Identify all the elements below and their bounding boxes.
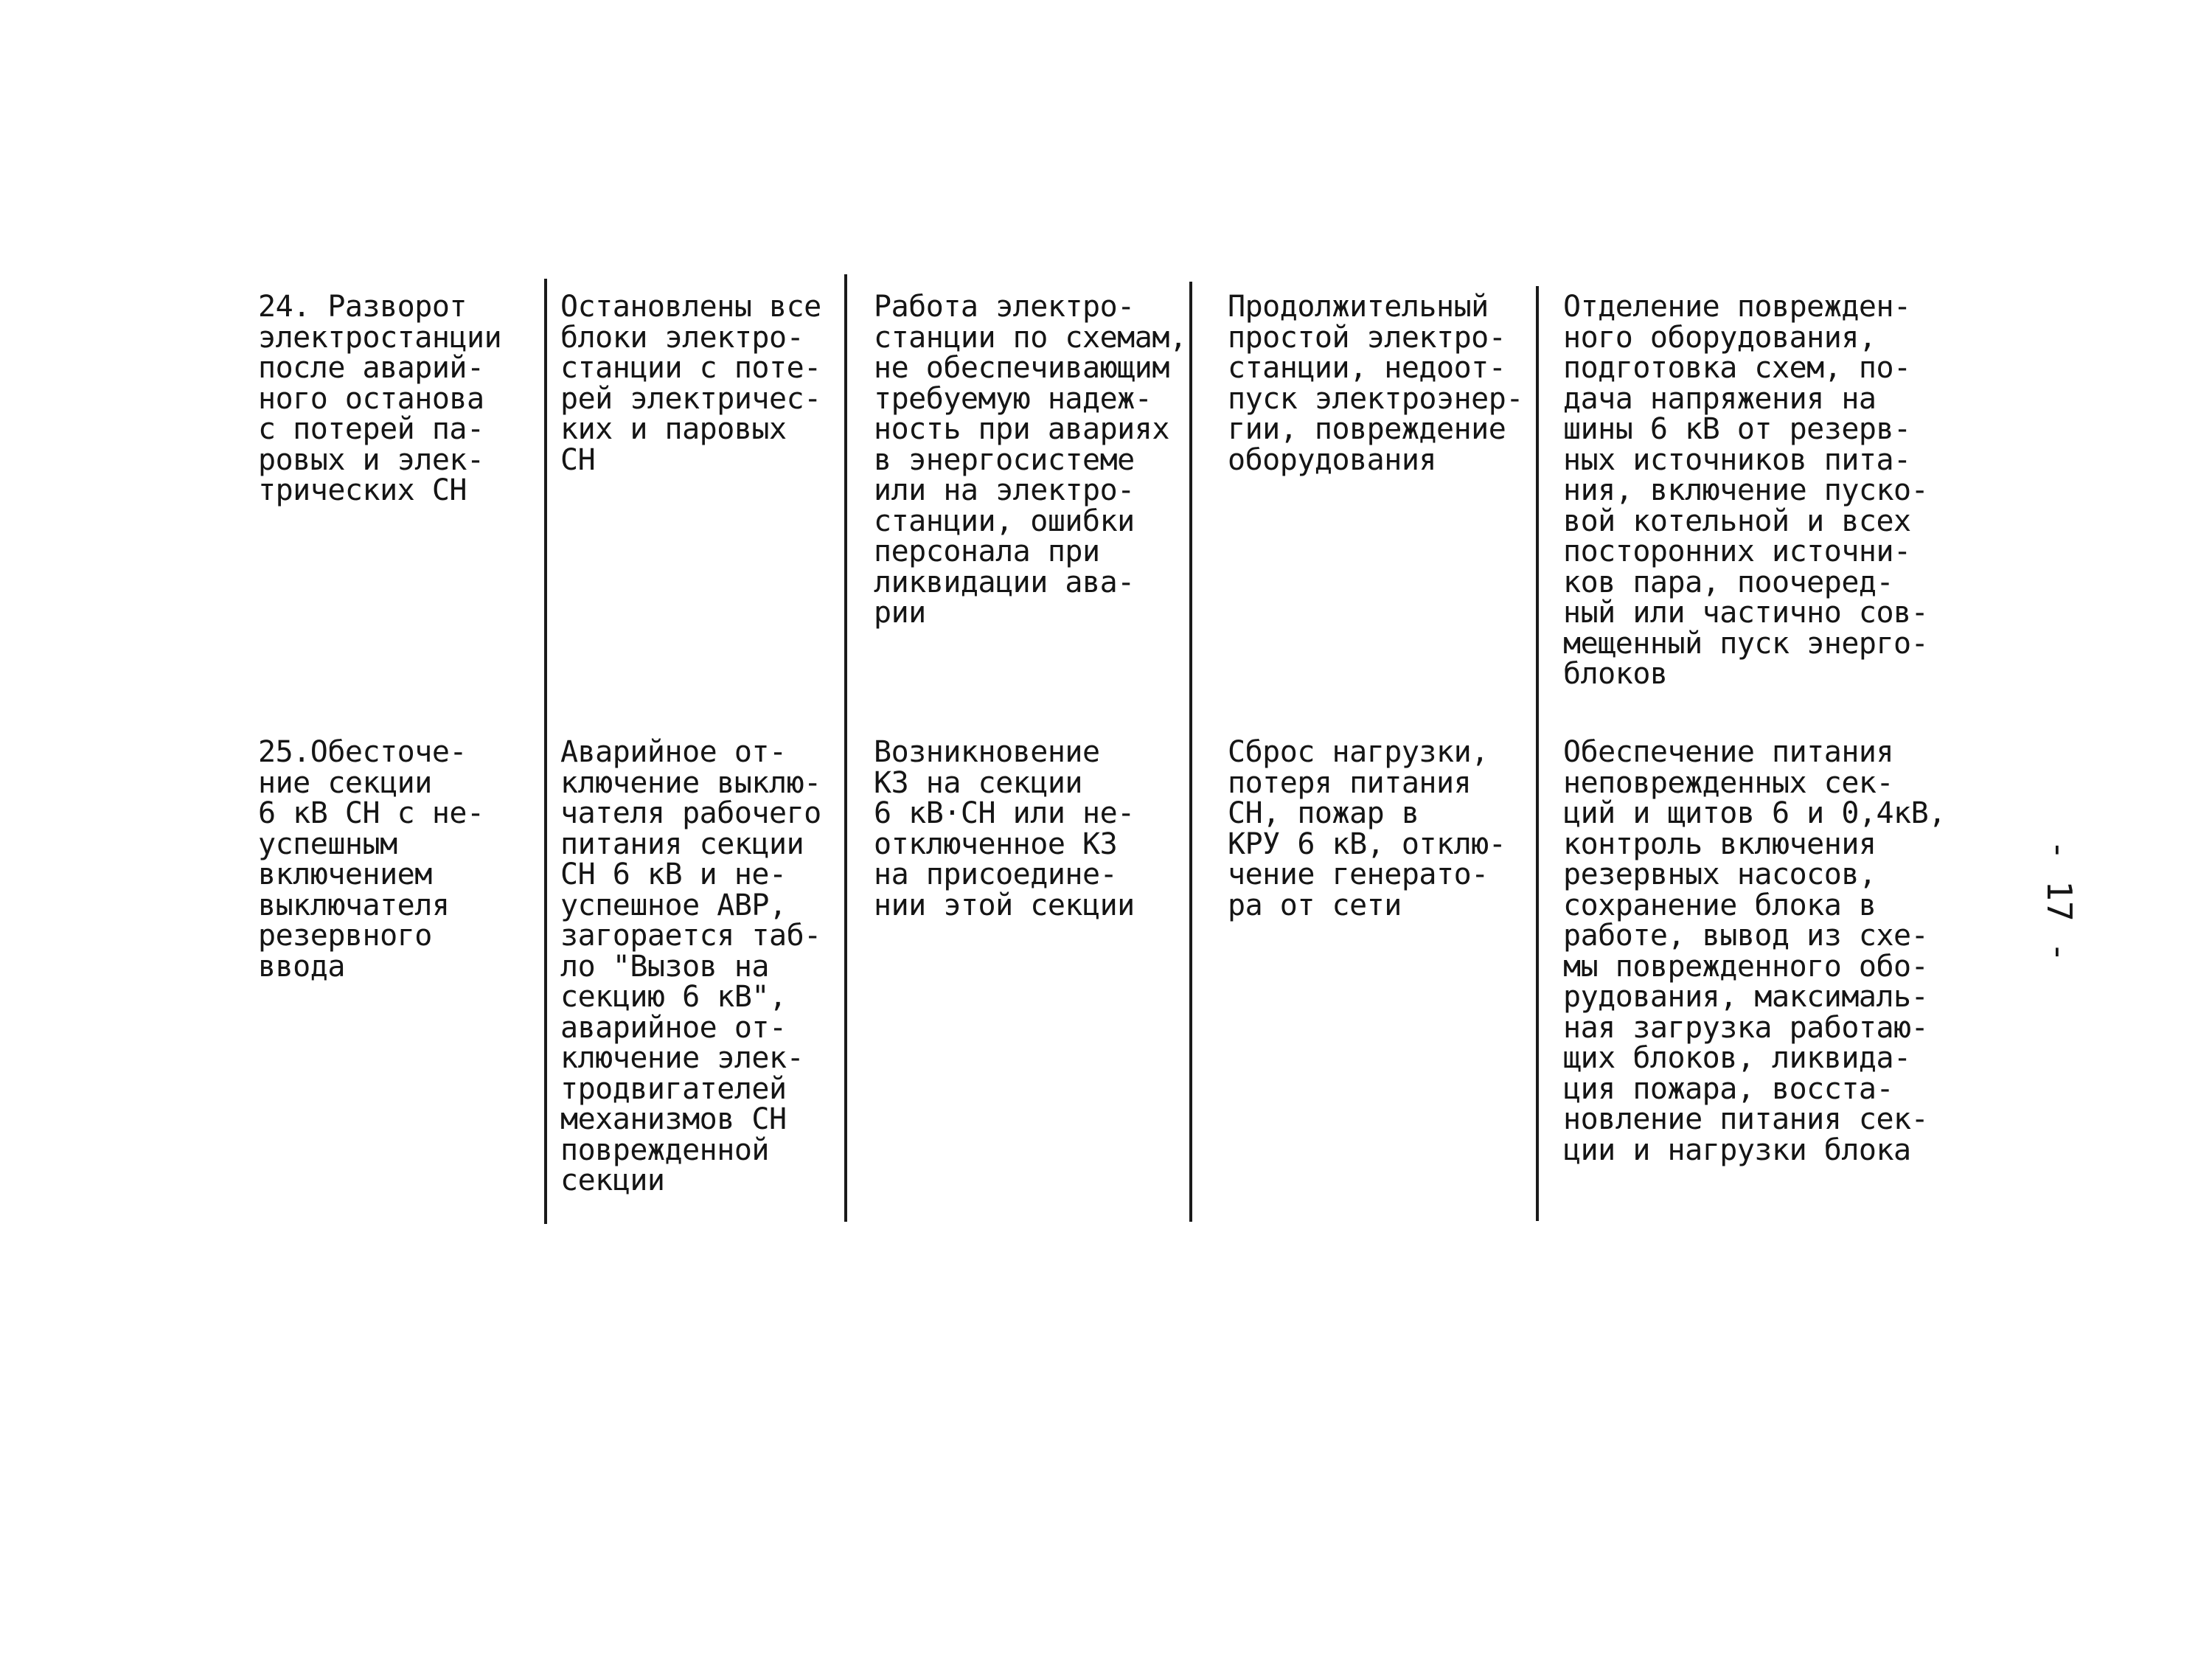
page-number: - 17 - [2039,839,2080,963]
row-24-actions: Отделение поврежден- ного оборудования, подготовка схем, по- дача напряжения на шины 6 кВ от резерв- ных источников пита- ния, включение пуско- вой котельной и всех посторонних источни- ков пара, поочеред- ный или частично сов- мещенный пуск энерго- блоков [1563,290,1929,691]
row-24-symptoms: Остановлены все блоки электро- станции с поте- рей электричес- ких и паровых СН [560,290,821,477]
column-divider-1 [544,279,547,1224]
row-25-causes: Возникновение КЗ на секции 6 кВ·СН или не- отключенное КЗ на присоедине- нии этой секции [874,735,1135,922]
row-25-consequences: Сброс нагрузки, потеря питания СН, пожар в КРУ 6 кВ, отклю- чение генерато- ра от сети [1228,735,1506,922]
row-25-situation: 25.Обесточе- ние секции 6 кВ СН с не- успешным включением выключателя резервного ввода [258,735,484,984]
row-24-situation: 24. Разворот электростанции после аварий- ного останова с потерей па- ровых и элек- трических СН [258,290,502,507]
column-divider-4 [1536,286,1539,1221]
row-24-consequences: Продолжительный простой электро- станции, недоот- пуск электроэнер- гии, повреждение оборудования [1228,290,1523,477]
column-divider-2 [844,274,847,1222]
row-24-causes: Работа электро- станции по схемам, не обеспечивающим требуемую надеж- ность при авариях в энергосистеме или на электро- станции, ошибки персонала при ликвидации ава- рии [874,290,1187,630]
row-25-actions: Обеспечение питания неповрежденных сек- ций и щитов 6 и 0,4кВ, контроль включения резервных насосов, сохранение блока в работе, вывод из схе- мы поврежденного обо- рудования, максималь- ная загрузка работаю- щих блоков, ликвида- ция пожара, восста- новление питания сек- ции и нагрузки блока [1563,735,1946,1167]
row-25-symptoms: Аварийное от- ключение выклю- чателя рабочего питания секции СН 6 кВ и не- успешное АВР, загорается таб- ло "Вызов на секцию 6 кВ", аварийное от- ключение элек- тродвигателей механизмов СН поврежденной секции [560,735,821,1197]
column-divider-3 [1189,282,1192,1222]
